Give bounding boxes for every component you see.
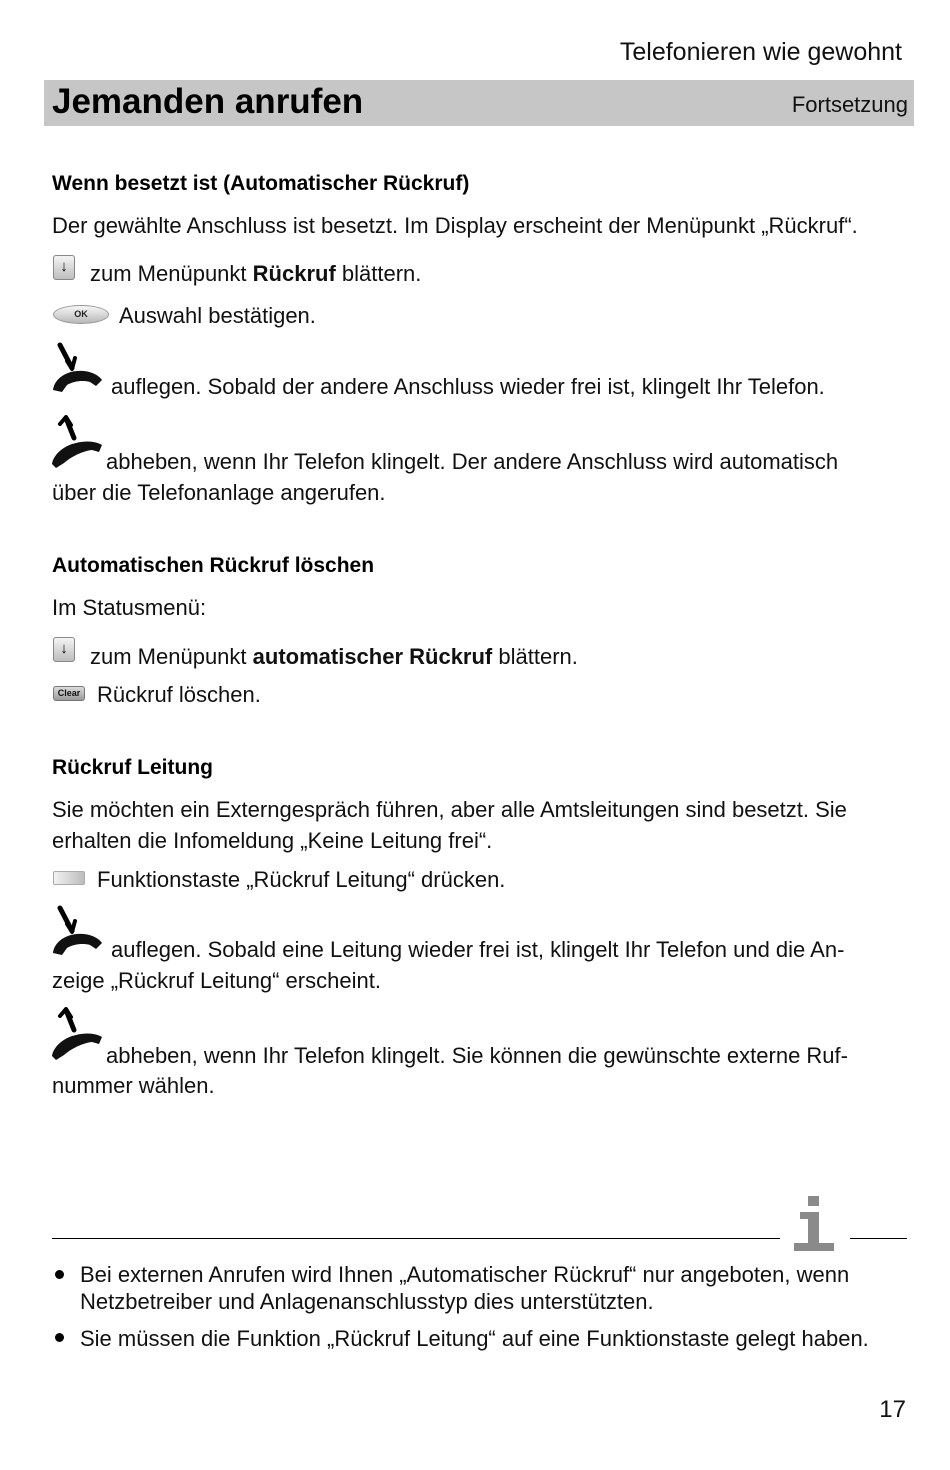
section-intro: Der gewählte Anschluss ist besetzt. Im Display erscheint der Menüpunkt „Rückruf“. [52,213,858,238]
arrow-down-key-icon: ↓ [53,255,75,280]
step-pick-up-line1: abheben, wenn Ihr Telefon klingelt. Der andere Anschluss wird automatisch [106,449,839,474]
step-hang-up-line2: zeige „Rückruf Leitung“ erscheint. [52,968,381,993]
step-delete-callback: Rückruf löschen. [97,682,261,707]
step-scroll-callback: zum Menüpunkt Rückruf blättern. [90,261,422,286]
section-heading-line-callback: Rückruf Leitung [52,756,213,779]
step-confirm: Auswahl bestätigen. [119,303,316,328]
step-scroll-auto-callback: zum Menüpunkt automatischer Rückruf blättern. [90,644,578,669]
function-key-icon [53,871,85,885]
section-heading-auto-callback: Wenn besetzt ist (Automatischer Rückruf) [52,172,470,195]
section-intro: Im Statusmenü: [52,595,207,620]
step-hang-up-line1: auflegen. Sobald eine Leitung wieder frei ist, klingelt Ihr Telefon und die An- [111,937,845,962]
step-press-function-key: Funktionstaste „Rückruf Leitung“ drücken. [97,867,506,892]
step-pick-up-line1: abheben, wenn Ihr Telefon klingelt. Sie können die gewünschte externe Ruf- [106,1043,848,1068]
step-pick-up-line2: nummer wählen. [52,1073,215,1098]
clear-key-icon: Clear [53,686,85,701]
section-heading-delete-callback: Automatischen Rückruf löschen [52,554,375,577]
chapter-title: Telefonieren wie gewohnt [619,38,902,66]
info-note: Bei externen Anrufen wird Ihnen „Automatischer Rückruf“ nur angeboten, wenn Netzbetreiber und Anlagenanschlusstyp dies unterstützten. [80,1262,850,1314]
step-hang-up: auflegen. Sobald der andere Anschluss wieder frei ist, klingelt Ihr Telefon. [111,374,825,399]
hang-up-handset-icon [50,342,106,399]
continued-label: Fortsetzung [791,92,908,117]
pick-up-handset-icon [50,414,106,475]
info-divider-right [850,1238,907,1239]
step-pick-up-line2: über die Telefonanlage angerufen. [52,480,386,505]
arrow-down-key-icon: ↓ [53,637,75,662]
bullet [55,1270,64,1279]
info-icon [792,1194,838,1259]
hang-up-handset-icon [50,905,106,962]
section-intro-line1: Sie möchten ein Externgespräch führen, aber alle Amtsleitungen sind besetzt. Sie [52,797,847,822]
page-title: Jemanden anrufen [52,82,364,121]
pick-up-handset-icon [50,1006,106,1067]
ok-key-icon: OK [53,305,109,324]
info-note: Sie müssen die Funktion „Rückruf Leitung“ auf eine Funktionstaste gelegt haben. [80,1326,869,1351]
bullet [55,1333,64,1342]
section-intro-line2: erhalten die Infomeldung „Keine Leitung frei“. [52,828,493,853]
page-number: 17 [879,1396,906,1423]
info-divider-left [52,1238,780,1239]
